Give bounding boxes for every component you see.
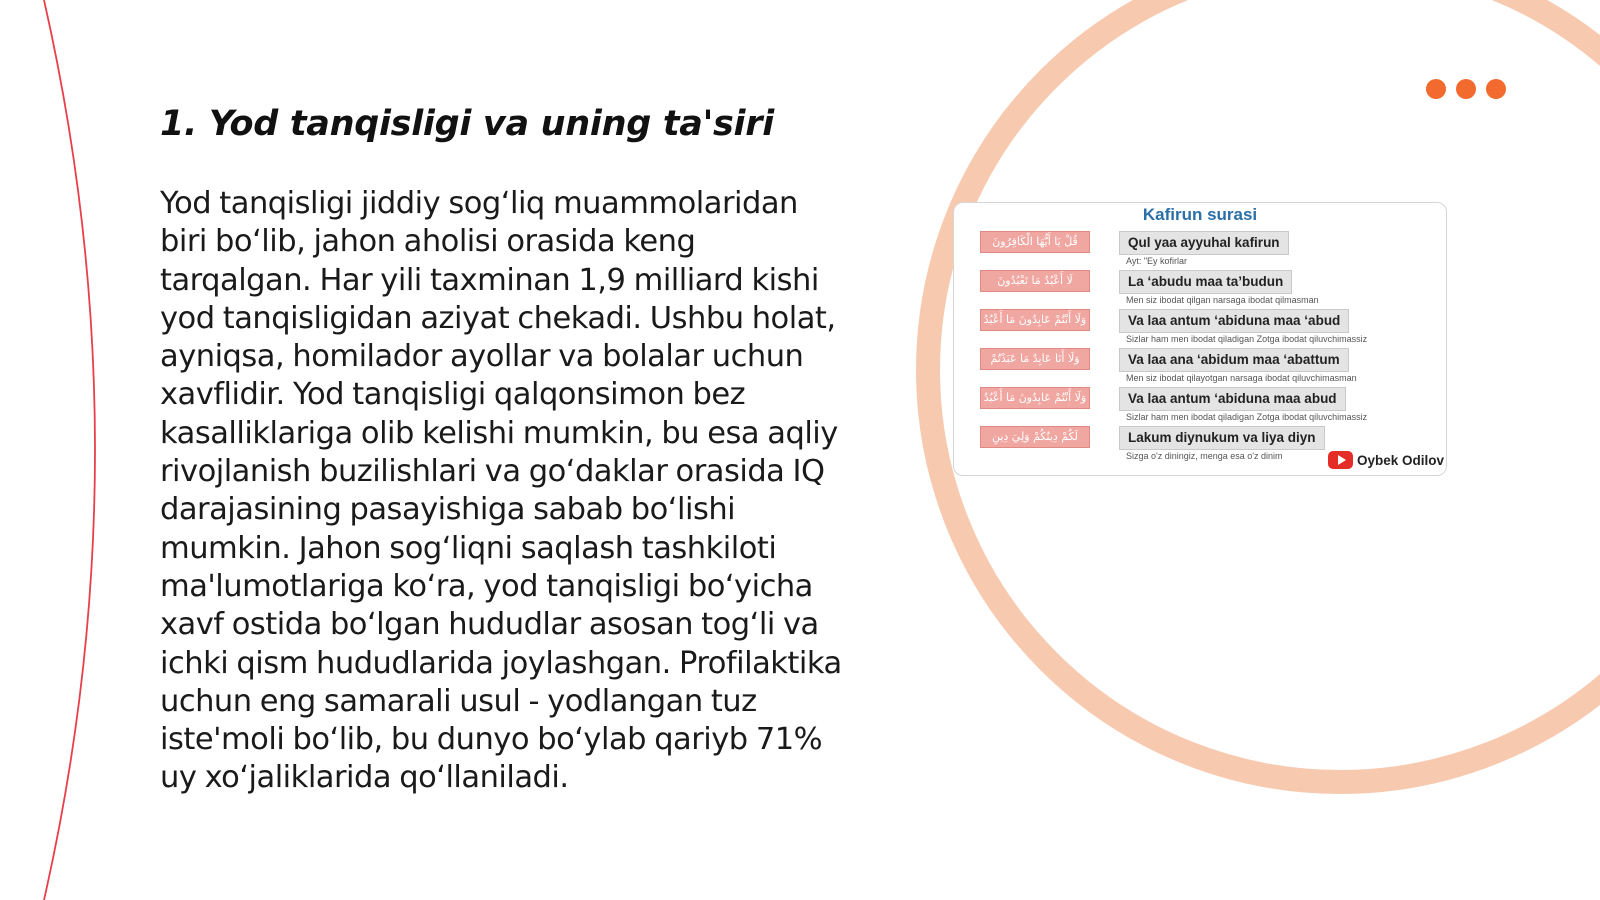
verse-row	[954, 309, 1446, 348]
arabic-verse: وَلَا أَنَا عَابِدٌ مَا عَبَدْتُمْ	[980, 348, 1090, 370]
translation: Men siz ibodat qilayotgan narsaga ibodat qiluvchimasman	[1126, 373, 1357, 383]
youtube-icon	[1328, 451, 1353, 469]
verse-row	[954, 348, 1446, 387]
transliteration: Va laa antum ‘abiduna maa abud	[1119, 387, 1346, 411]
arabic-verse: وَلَا أَنْتُمْ عَابِدُونَ مَا أَعْبُدُ	[980, 309, 1090, 331]
arabic-verse: قُلْ يَا أَيُّهَا الْكَافِرُونَ	[980, 231, 1090, 253]
arabic-verse: وَلَا أَنْتُمْ عَابِدُونَ مَا أَعْبُدُ	[980, 387, 1090, 409]
translation: Ayt: "Ey kofirlar	[1126, 256, 1188, 266]
transliteration: Lakum diynukum va liya diyn	[1119, 426, 1325, 450]
image-title: Kafirun surasi	[1142, 205, 1258, 224]
translation: Sizlar ham men ibodat qiladigan Zotga ibodat qiluvchimassiz	[1126, 334, 1368, 344]
translation: Men siz ibodat qilgan narsaga ibodat qilmasman	[1126, 295, 1319, 305]
transliteration: Va laa ana ‘abidum maa ‘abattum	[1119, 348, 1349, 372]
kafirun-image	[953, 202, 1447, 476]
arabic-verse: لَكُمْ دِينُكُمْ وَلِيَ دِينِ	[980, 426, 1090, 448]
three-dots-icon	[1426, 79, 1506, 99]
channel-name: Oybek Odilov	[1356, 452, 1444, 468]
channel-watermark	[1328, 451, 1444, 469]
verse-row	[954, 387, 1446, 426]
arabic-verse: لَا أَعْبُدُ مَا تَعْبُدُونَ	[980, 270, 1090, 292]
verse-row	[954, 270, 1446, 309]
slide-title: 1. Yod tanqisligi va uning ta'siri	[160, 104, 774, 144]
translation: Sizga o'z diningiz, menga esa o'z dinim	[1126, 451, 1283, 461]
transliteration: Va laa antum ‘abiduna maa ‘abud	[1119, 309, 1349, 333]
dot	[1426, 79, 1446, 99]
transliteration: La ‘abudu maa ta’budun	[1119, 270, 1292, 294]
transliteration: Qul yaa ayyuhal kafirun	[1119, 231, 1289, 255]
slide-body-text: Yod tanqisligi jiddiy sogʻliq muammolaridan biri boʻlib, jahon aholisi orasida keng tarqalgan. Har yili taxminan 1,9 milliard kishi yod tanqisligidan aziyat chekadi. Ushbu holat, ayniqsa, homilador ayollar va bolalar uchun xavflidir. Yod tanqisligi qalqonsimon bez kasalliklariga olib kelishi mumkin, bu esa aqliy rivojlanish buzilishlari va goʻdaklar orasida IQ darajasining pasayishiga sabab boʻlishi mumkin. Jahon sogʻliqni saqlash tashkiloti ma'lumotlariga koʻra, yod tanqisligi boʻyicha xavf ostida boʻlgan hududlar asosan togʻli va ichki qism hududlarida joylashgan. Profilaktika uchun eng samarali usul - yodlangan tuz iste'moli boʻlib, bu dunyo boʻylab qariyb 71% uy xoʻjaliklarida qoʻllaniladi.	[160, 186, 842, 796]
left-accent-curve	[44, 0, 95, 900]
verse-row	[954, 231, 1446, 270]
dot	[1486, 79, 1506, 99]
dot	[1456, 79, 1476, 99]
translation: Sizlar ham men ibodat qiladigan Zotga ibodat qiluvchimassiz	[1126, 412, 1368, 422]
